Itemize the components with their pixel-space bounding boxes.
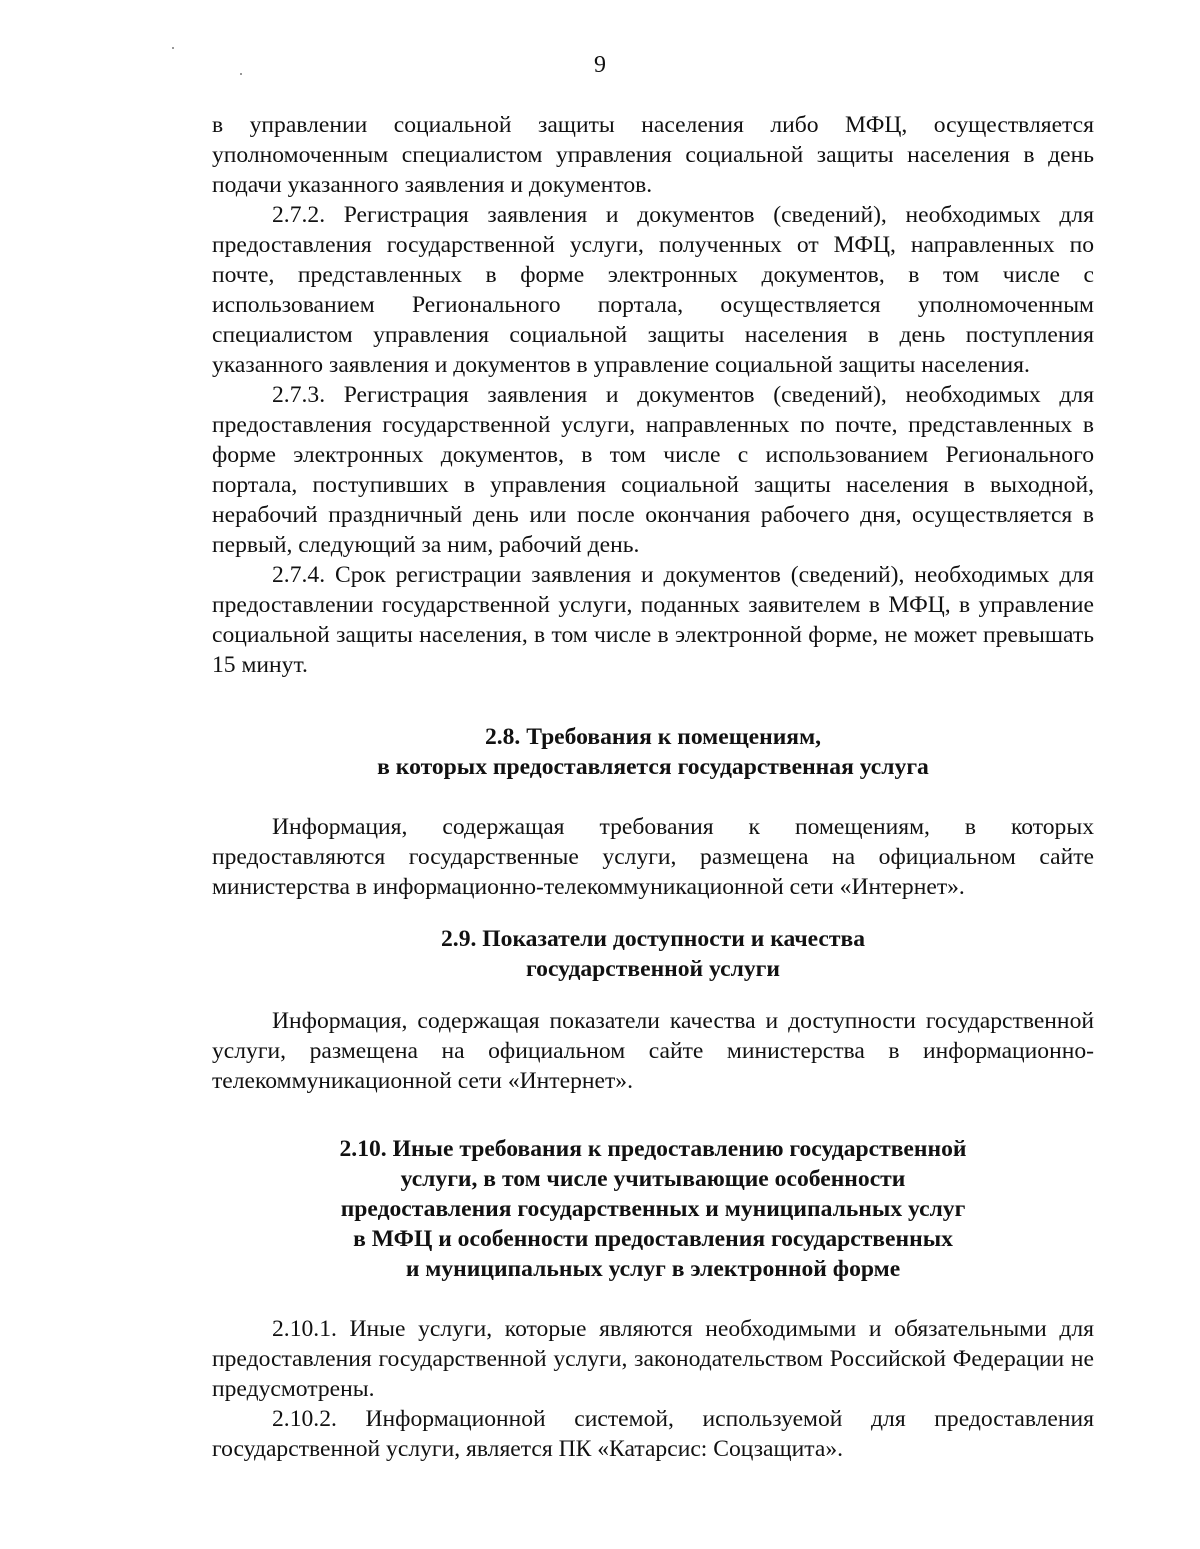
paragraph-continuation: в управлении социальной защиты населения либо МФЦ, осуществляется уполномоченным специалистом управления социальной защиты населения в день подачи указанного заявления и документов. <box>212 112 1094 198</box>
section-2-9-body: Информация, содержащая показатели качества и доступности государственной услуги, размещена на официальном сайте министерства в информационно-телекоммуникационной сети «Интернет». <box>212 1008 1094 1094</box>
heading-line: в МФЦ и особенности предоставления государственных <box>353 1226 953 1252</box>
heading-line: 2.10. Иные требования к предоставлению государственной <box>339 1136 967 1162</box>
heading-line: услуги, в том числе учитывающие особенности <box>400 1166 906 1192</box>
section-2-8-heading <box>212 722 1094 782</box>
paragraph-2-7-3: 2.7.3. Регистрация заявления и документов (сведений), необходимых для предоставления государственной услуги, направленных по почте, представленных в форме электронных документов, в том числе с использованием Регионального портала, поступивших в управления социальной защиты населения в выходной, нерабочий праздничный день или после окончания рабочего дня, осуществляется в первый, следующий за ним, рабочий день. <box>212 382 1094 558</box>
heading-line: государственной услуги <box>526 956 780 982</box>
heading-line: в которых предоставляется государственная услуга <box>377 754 929 780</box>
section-2-9-heading <box>212 924 1094 984</box>
page-number: 9 <box>594 52 606 78</box>
section-2-10-heading <box>212 1134 1094 1284</box>
heading-line: 2.9. Показатели доступности и качества <box>441 926 865 952</box>
paragraph-2-10-1: 2.10.1. Иные услуги, которые являются необходимыми и обязательными для предоставления государственной услуги, законодательством Российской Федерации не предусмотрены. <box>212 1316 1094 1402</box>
heading-line: и муниципальных услуг в электронной форме <box>405 1256 901 1282</box>
heading-line: 2.8. Требования к помещениям, <box>484 724 822 750</box>
paragraph-2-10-2: 2.10.2. Информационной системой, используемой для предоставления государственной услуги, является ПК «Катарсис: Соцзащита». <box>212 1406 1094 1462</box>
scan-speck-mark <box>172 47 174 49</box>
document-body <box>212 110 1094 1464</box>
paragraph-2-7-2: 2.7.2. Регистрация заявления и документов (сведений), необходимых для предоставления государственной услуги, полученных от МФЦ, направленных по почте, представленных в форме электронных документов, в том числе с использованием Регионального портала, осуществляется уполномоченным специалистом управления социальной защиты населения в день поступления указанного заявления и документов в управление социальной защиты населения. <box>212 202 1094 378</box>
paragraph-2-7-4: 2.7.4. Срок регистрации заявления и документов (сведений), необходимых для предоставлении государственной услуги, поданных заявителем в МФЦ, в управление социальной защиты населения, в том числе в электронной форме, не может превышать 15 минут. <box>212 562 1094 678</box>
section-2-8-body: Информация, содержащая требования к помещениям, в которых предоставляются государственные услуги, размещена на официальном сайте министерства в информационно-телекоммуникационной сети «Интернет». <box>212 814 1094 900</box>
heading-line: предоставления государственных и муниципальных услуг <box>340 1196 966 1222</box>
